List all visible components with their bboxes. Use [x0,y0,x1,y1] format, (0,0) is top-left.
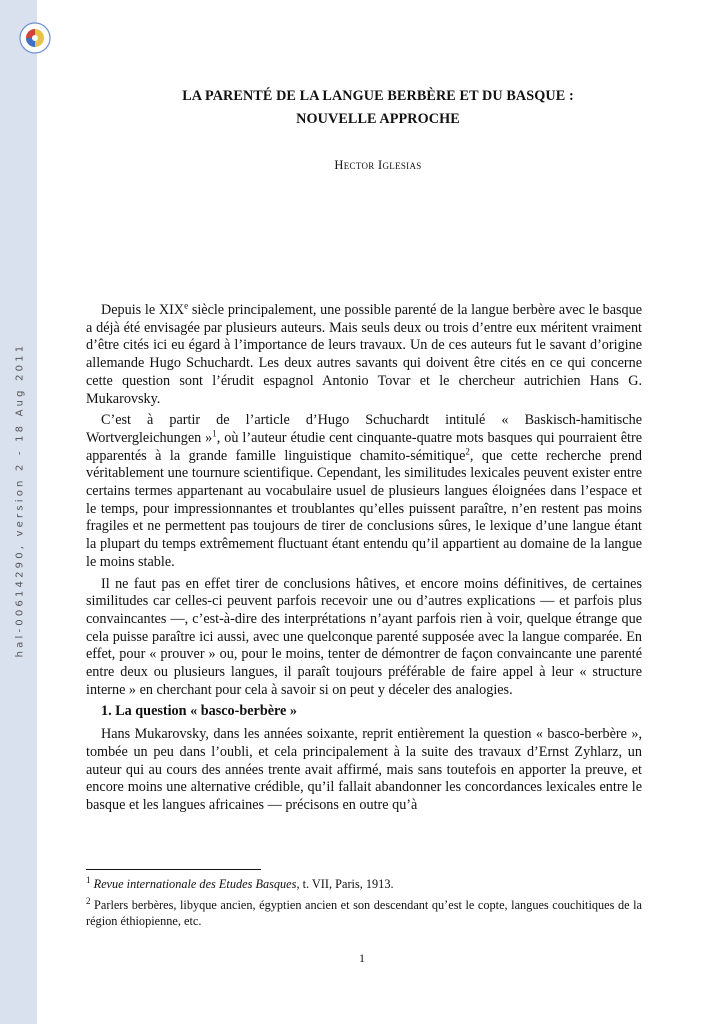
paragraph-2-text-a: C’est à partir de l’article d’Hugo Schuchardt intitulé « Baskisch-hamitische Wortvergleichungen » [86,412,642,446]
paragraph-2-text-b: , où l’auteur étudie cent cinquante-quatre mots basques qui pourraient être apparentés à la grande famille linguistique chamito-sémitique [86,429,642,464]
footnote-1-journal: Revue internationale des Etudes Basques [93,877,297,891]
author-name: Hector Iglesias [334,158,422,172]
body-text [86,302,642,819]
section-1-heading: 1. La question « basco-berbère » [101,703,297,720]
paragraph-1 [86,302,642,408]
hal-identifier: hal-00614290, version 2 - 18 Aug 2011 [14,342,26,658]
footnote-1-number: 1 [86,874,91,885]
paper-title-line-1: LA PARENTÉ DE LA LANGUE BERBÈRE ET DU BASQUE : [182,88,574,104]
footnote-2-text: Parlers berbères, libyque ancien, égyptien ancien et son descendant qu’est le copte, langues couchitiques de la région éthiopienne, etc. [86,898,642,928]
footnote-2 [86,897,642,929]
paragraph-1-text-a: Depuis le XIX [101,302,185,318]
paragraph-3: Il ne faut pas en effet tirer de conclusions hâtives, et encore moins définitives, de certaines similitudes car celles-ci peuvent parfois recevoir une ou d’autres explications — et parfois plus convaincantes —, c’est-à-dire des interprétations n’ayant parfois rien à voir, quelque étrange que cela puisse paraître ici aussi, avec une quelconque parenté supposée avec la langue comparée. En effet, pour « prouver » ou, pour le moins, tenter de démontrer de façon convaincante une parenté entre deux ou plusieurs langues, il paraît toujours préférable de faire appel à leur « structure interne » en cherchant pour cela à savoir si on peut y déceler des analogies. [86,575,642,698]
footnote-2-number: 2 [86,895,91,906]
footnote-ref-2[interactable]: 2 [465,445,470,456]
hal-archive-logo [13,18,57,58]
footnote-1 [86,876,642,892]
paragraph-4: Hans Mukarovsky, dans les années soixante, reprit entièrement la question « basco-berbère », tombée un peu dans l’oubli, et cela principalement à la suite des travaux d’Ernst Zyhlarz, un auteur qui au cours des années trente avait affirmé, mais sans toutefois en apporter la preuve, et encore moins une alternative crédible, qu’il fallait abandonner les concordances lexicales entre le basque et les langues africaines — précisons en outre qu’à [86,726,642,813]
footnotes [86,876,642,934]
paragraph-1-text-b: siècle principalement, une possible parenté de la langue berbère avec le basque a déjà été envisagée par plusieurs auteurs. Mais seuls deux ou trois d’entre eux méritent vraiment d’être cités ici eu égard à l’importance de leurs travaux. Un de ces auteurs fut le savant d’origine allemande Hugo Schuchardt. Les deux autres savants qui doivent être cités en ce qui concerne cette question sont l’érudit espagnol Antonio Tovar et le chercheur autrichien Hans G. Mukarovsky. [86,302,642,407]
century-superscript: e [184,300,189,311]
page-number: 1 [359,951,365,965]
paragraph-2-text-c: , que cette recherche prend véritablement une tournure scientifique. Cependant, les similitudes lexicales peuvent exister entre certains termes appartenant au vocabulaire usuel de plusieurs langues éloignées dans l’espace et le temps, pour impressionnantes et troublantes qu’elles puissent paraître, n’en restent pas moins fragiles et ne permettent pas toujours de tirer de conclusions sûres, le lexique d’une langue étant la plupart du temps extrêmement fluctuant étant entendu qu’il appartient au domaine de la langue le moins stable. [86,447,643,570]
paragraph-2 [86,412,642,571]
paper-title-line-2: NOUVELLE APPROCHE [296,111,460,127]
footnote-1-text: , t. VII, Paris, 1913. [296,877,394,891]
footnote-ref-1[interactable]: 1 [212,428,217,439]
footnote-separator [86,869,261,870]
